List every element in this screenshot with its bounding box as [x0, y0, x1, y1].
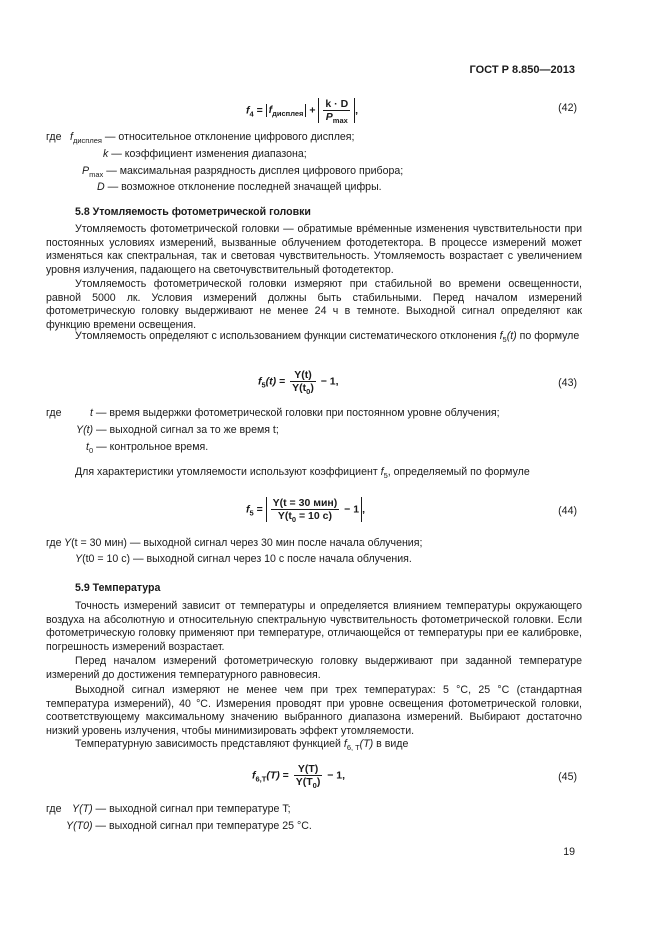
section-heading-5-8: 5.8 Утомляемость фотометрической головки	[75, 206, 311, 218]
where44-item-1	[75, 553, 412, 567]
where43-symbol-1: Y(t)	[76, 424, 94, 436]
eq42-den-sub: max	[332, 116, 348, 125]
where42-symbol-1: k	[103, 148, 109, 160]
eq42-fraction	[323, 98, 350, 123]
eq45-numerator: Y(T)	[294, 763, 323, 776]
where42-item-1	[103, 148, 307, 162]
eq42-den-symbol: P	[325, 111, 333, 123]
eq43-lhs-sub: 5	[261, 380, 266, 390]
sec59-paragraph-2: Перед началом измерений фотометрическую головку выдерживают при заданной температуре измерений до достижения температурного равновесия.	[46, 655, 582, 681]
eq44-lhs-sub: 5	[249, 508, 254, 518]
where45-text-0: — выходной сигнал при температуре T;	[92, 803, 291, 815]
where44-symbol-1: Y	[75, 553, 83, 565]
where43-item-0	[90, 407, 500, 421]
eq45-equals: =	[279, 769, 292, 782]
eq44-equals: =	[253, 503, 266, 516]
where43-item-1	[76, 424, 279, 438]
where42-sub-0: дисплея	[72, 136, 102, 145]
equation-number-43: (43)	[558, 377, 577, 389]
f5-coefficient-paragraph	[75, 466, 530, 480]
sec58-p3-text-a: Утомляемость определяют с использованием функции систематического отклонения	[75, 330, 500, 342]
eq44-den-sub: 0	[291, 515, 297, 524]
equation-number-45: (45)	[558, 771, 577, 783]
where-label: где	[46, 407, 62, 419]
sec59-p4-text-a: Температурную зависимость представляют функцией	[75, 738, 344, 750]
equation-number-44: (44)	[558, 505, 577, 517]
sec58-p3-sub: 5	[502, 335, 507, 344]
where42-item-0	[70, 131, 355, 145]
sec59-p4-symbol: f	[343, 738, 347, 750]
eq42-plus: +	[306, 104, 319, 117]
sec58-paragraph-2: Утомляемость фотометрической головки измеряют при стабильной во времени освещенности, равной 5000 лк. Условия измерений должны быть стабильными. Перед началом измерений фотометрическую головку выдерживают не менее 24 ч в темноте. Выходной сигнал определяют как функцию времени освещения.	[46, 278, 582, 332]
where43-symbol-0: t	[90, 407, 93, 419]
eq43-lhs: f	[258, 375, 262, 388]
eq43-lhs-arg: (t)	[265, 375, 277, 388]
eq44-tail: − 1	[341, 503, 360, 516]
eq45-den-sub: 0	[312, 781, 317, 790]
eq43-den-close: )	[310, 382, 314, 394]
where-label: где	[46, 131, 62, 143]
where44-text-1: — выходной сигнал через 10 с после начала облучения.	[130, 553, 412, 565]
eq42-abs-symbol: f	[268, 103, 273, 116]
where43-symbol-2: t	[86, 441, 89, 453]
eq45-lhs-arg: (T)	[266, 769, 280, 782]
where42-text-1: — коэффициент изменения диапазона;	[108, 148, 307, 160]
where42-symbol-3: D	[97, 181, 105, 193]
where43-item-2	[86, 441, 208, 455]
eq45-denominator	[294, 776, 323, 788]
eq45-fraction	[294, 763, 323, 788]
where45-text-1: — выходной сигнал при температуре 25 °С.	[92, 820, 312, 832]
eq42-comma: ,	[355, 104, 359, 117]
where42-sub-2: max	[89, 170, 104, 179]
where45-item-0	[72, 803, 291, 817]
where42-text-3: — возможное отклонение последней значащей цифры.	[104, 181, 382, 193]
eq43-equals: =	[276, 375, 289, 388]
sec58-p3-arg: (t)	[506, 330, 517, 342]
where44-symbol-0: Y	[64, 537, 72, 549]
f5-text-b: , определяемый по формуле	[387, 466, 530, 478]
sec59-p4-text-b: в виде	[373, 738, 409, 750]
eq44-numerator: Y(t = 30 мин)	[272, 497, 338, 509]
eq45-lhs-sub: 6,T	[255, 774, 267, 784]
sec59-paragraph-1: Точность измерений зависит от температуры и определяется влиянием температуры окружающего воздуха на абсолютную и относительную спектральную чувствительность фотометрической головки. Если фотометрическую головку применяют при температуре, отличающейся от температуры при ее калибровке, погрешность измерений возрастает.	[46, 600, 582, 654]
where43-text-1: — выходной сигнал за то же время t;	[93, 424, 279, 436]
f5-text-a: Для характеристики утомляемости используют коэффициент	[75, 466, 381, 478]
section-heading-5-9: 5.9 Температура	[75, 582, 161, 594]
eq42-lhs: f	[246, 104, 250, 117]
f5-symbol: f	[380, 466, 384, 478]
where43-sub-2: 0	[88, 446, 94, 455]
eq44-denominator	[271, 510, 340, 522]
eq45-den-text: Y(T	[295, 776, 313, 788]
where42-text-2: — максимальная разрядность дисплея цифрового прибора;	[103, 165, 404, 177]
eq44-den-text: Y(t	[277, 510, 292, 522]
sec59-p4-sub: 6, T	[346, 743, 360, 752]
where45-symbol-0: Y(T)	[72, 803, 93, 815]
sec58-paragraph-1: Утомляемость фотометрической головки — обратимые вре́менные изменения чувствительности при постоянных условиях измерений, вызванные облучением фотодетектора. В процессе измерений может изменяться как спектральная, так и световая чувствительность. Утомляемость возрастает с увеличением уровня излучения, падающего на светочувствительный фотодетектор.	[46, 223, 582, 277]
eq42-denominator	[323, 111, 350, 123]
eq43-fraction	[290, 369, 316, 394]
eq42-abs-frac	[318, 98, 355, 123]
eq45-lhs: f	[252, 769, 256, 782]
eq43-denominator	[290, 382, 316, 394]
where43-text-2: — контрольное время.	[93, 441, 209, 453]
sec58-paragraph-3	[46, 330, 582, 344]
where42-item-2	[82, 165, 403, 179]
eq42-numerator: k · D	[325, 98, 349, 110]
f5-sub: 5	[383, 471, 388, 480]
eq42-abs-sub: дисплея	[272, 108, 304, 118]
eq42-equals: =	[253, 104, 266, 117]
sec59-p4-arg: (T)	[359, 738, 374, 750]
where44-arg-1: (t0 = 10 с)	[82, 553, 131, 565]
where-label: где	[46, 537, 62, 549]
eq44-lhs: f	[246, 503, 250, 516]
where44-text-0: — выходной сигнал через 30 мин после начала облучения;	[126, 537, 423, 549]
eq43-den-sub: 0	[306, 387, 311, 396]
where45-item-1	[66, 820, 312, 834]
where44-item-0	[64, 537, 422, 551]
equation-number-42: (42)	[558, 102, 577, 114]
eq43-den-text: Y(t	[292, 382, 307, 394]
eq44-abs-term	[266, 497, 362, 522]
eq43-numerator: Y(t)	[290, 369, 316, 382]
page-number: 19	[563, 846, 575, 858]
eq43-tail: − 1,	[317, 375, 339, 388]
eq42-abs-term	[266, 104, 307, 118]
where43-text-0: — время выдержки фотометрической головки при постоянном уровне облучения;	[92, 407, 500, 419]
where42-symbol-0: f	[70, 131, 73, 143]
document-id: ГОСТ Р 8.850—2013	[469, 64, 575, 76]
where42-item-3	[97, 181, 382, 195]
where42-symbol-2: P	[82, 165, 90, 177]
where45-symbol-1: Y(T0)	[66, 820, 93, 832]
where-label: где	[46, 803, 62, 815]
eq44-comma: ,	[362, 503, 365, 516]
sec59-paragraph-3: Выходной сигнал измеряют не менее чем при трех температурах: 5 °С, 25 °С (стандартная температура измерений), 40 °С. Измерения проводят при уровне освещения фотометрической головки, соответствующему максимальному значению выбранного диапазона измерений. Выбирают достаточно низкий уровень излучения, чтобы минимизировать эффект утомляемости.	[46, 684, 582, 738]
sec59-paragraph-4	[75, 738, 408, 752]
eq44-den-rest: = 10 c)	[296, 510, 332, 522]
eq45-den-close: )	[316, 776, 321, 788]
eq45-tail: − 1,	[324, 769, 346, 782]
where42-text-0: — относительное отклонение цифрового дисплея;	[101, 131, 355, 143]
sec58-p3-text-b: по формуле	[516, 330, 580, 342]
eq42-lhs-sub: 4	[249, 109, 254, 119]
where44-arg-0: (t = 30 мин)	[71, 537, 127, 549]
eq44-fraction	[271, 497, 340, 522]
sec58-p3-symbol: f	[499, 330, 503, 342]
